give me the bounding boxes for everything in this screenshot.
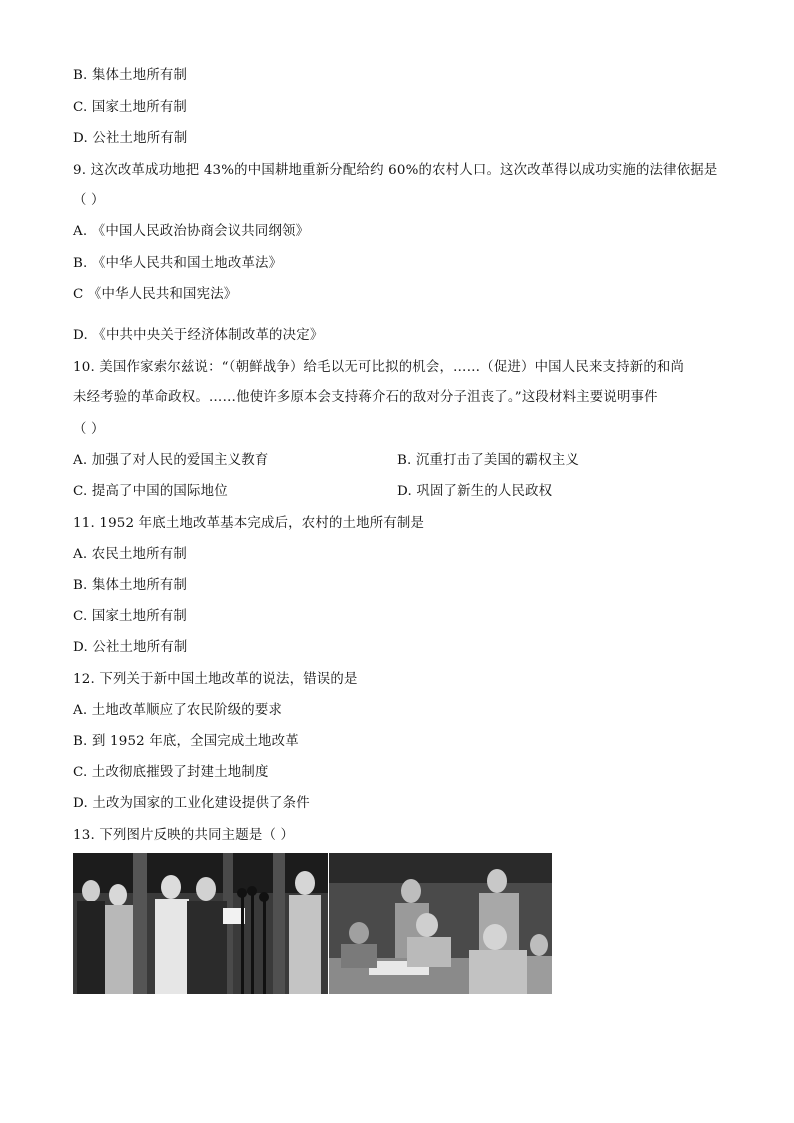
option-b: B. 集体土地所有制 (73, 68, 188, 83)
q11-option-b: B. 集体土地所有制 (73, 578, 188, 593)
photo-armistice-signing (329, 853, 552, 994)
q12-option-d: D. 土改为国家的工业化建设提供了条件 (73, 796, 310, 811)
question-9: 9. 这次改革成功地把 43%的中国耕地重新分配给约 60%的农村人口。这次改革得以成功实施的法律依据是 (73, 163, 718, 178)
q10-option-b: B. 沉重打击了美国的霸权主义 (397, 453, 580, 468)
q10-option-c: C. 提高了中国的国际地位 (73, 484, 228, 499)
option-c: C. 国家土地所有制 (73, 100, 188, 115)
q12-option-b: B. 到 1952 年底，全国完成土地改革 (73, 734, 299, 749)
q11-option-a: A. 农民土地所有制 (73, 547, 187, 562)
question-10-line2: 未经考验的革命政权。……他使许多原本会支持蒋介石的敌对分子沮丧了。”这段材料主要说明事件 (73, 390, 658, 405)
q9-option-b: B. 《中华人民共和国土地改革法》 (73, 256, 283, 271)
question-9-blank: （ ） (73, 193, 105, 208)
q9-option-c: C 《中华人民共和国宪法》 (73, 287, 238, 302)
question-11: 11. 1952 年底土地改革基本完成后，农村的土地所有制是 (73, 516, 425, 531)
q9-option-d: D. 《中共中央关于经济体制改革的决定》 (73, 328, 324, 343)
question-12: 12. 下列关于新中国土地改革的说法，错误的是 (73, 672, 358, 687)
q12-option-a: A. 土地改革顺应了农民阶级的要求 (73, 703, 283, 718)
photo-founding-ceremony (73, 853, 328, 994)
q10-option-d: D. 巩固了新生的人民政权 (397, 484, 553, 499)
q11-option-c: C. 国家土地所有制 (73, 609, 188, 624)
q11-option-d: D. 公社土地所有制 (73, 640, 188, 655)
question-10-blank: （ ） (73, 422, 105, 437)
question-10: 10. 美国作家索尔兹说：“（朝鲜战争）给毛以无可比拟的机会，……（促进）中国人民来支持新的和尚 (73, 360, 685, 375)
q10-option-a: A. 加强了对人民的爱国主义教育 (73, 453, 269, 468)
q12-option-c: C. 土改彻底摧毁了封建土地制度 (73, 765, 269, 780)
option-d: D. 公社土地所有制 (73, 131, 188, 146)
question-13: 13. 下列图片反映的共同主题是（ ） (73, 828, 295, 843)
q9-option-a: A. 《中国人民政治协商会议共同纲领》 (73, 224, 310, 239)
